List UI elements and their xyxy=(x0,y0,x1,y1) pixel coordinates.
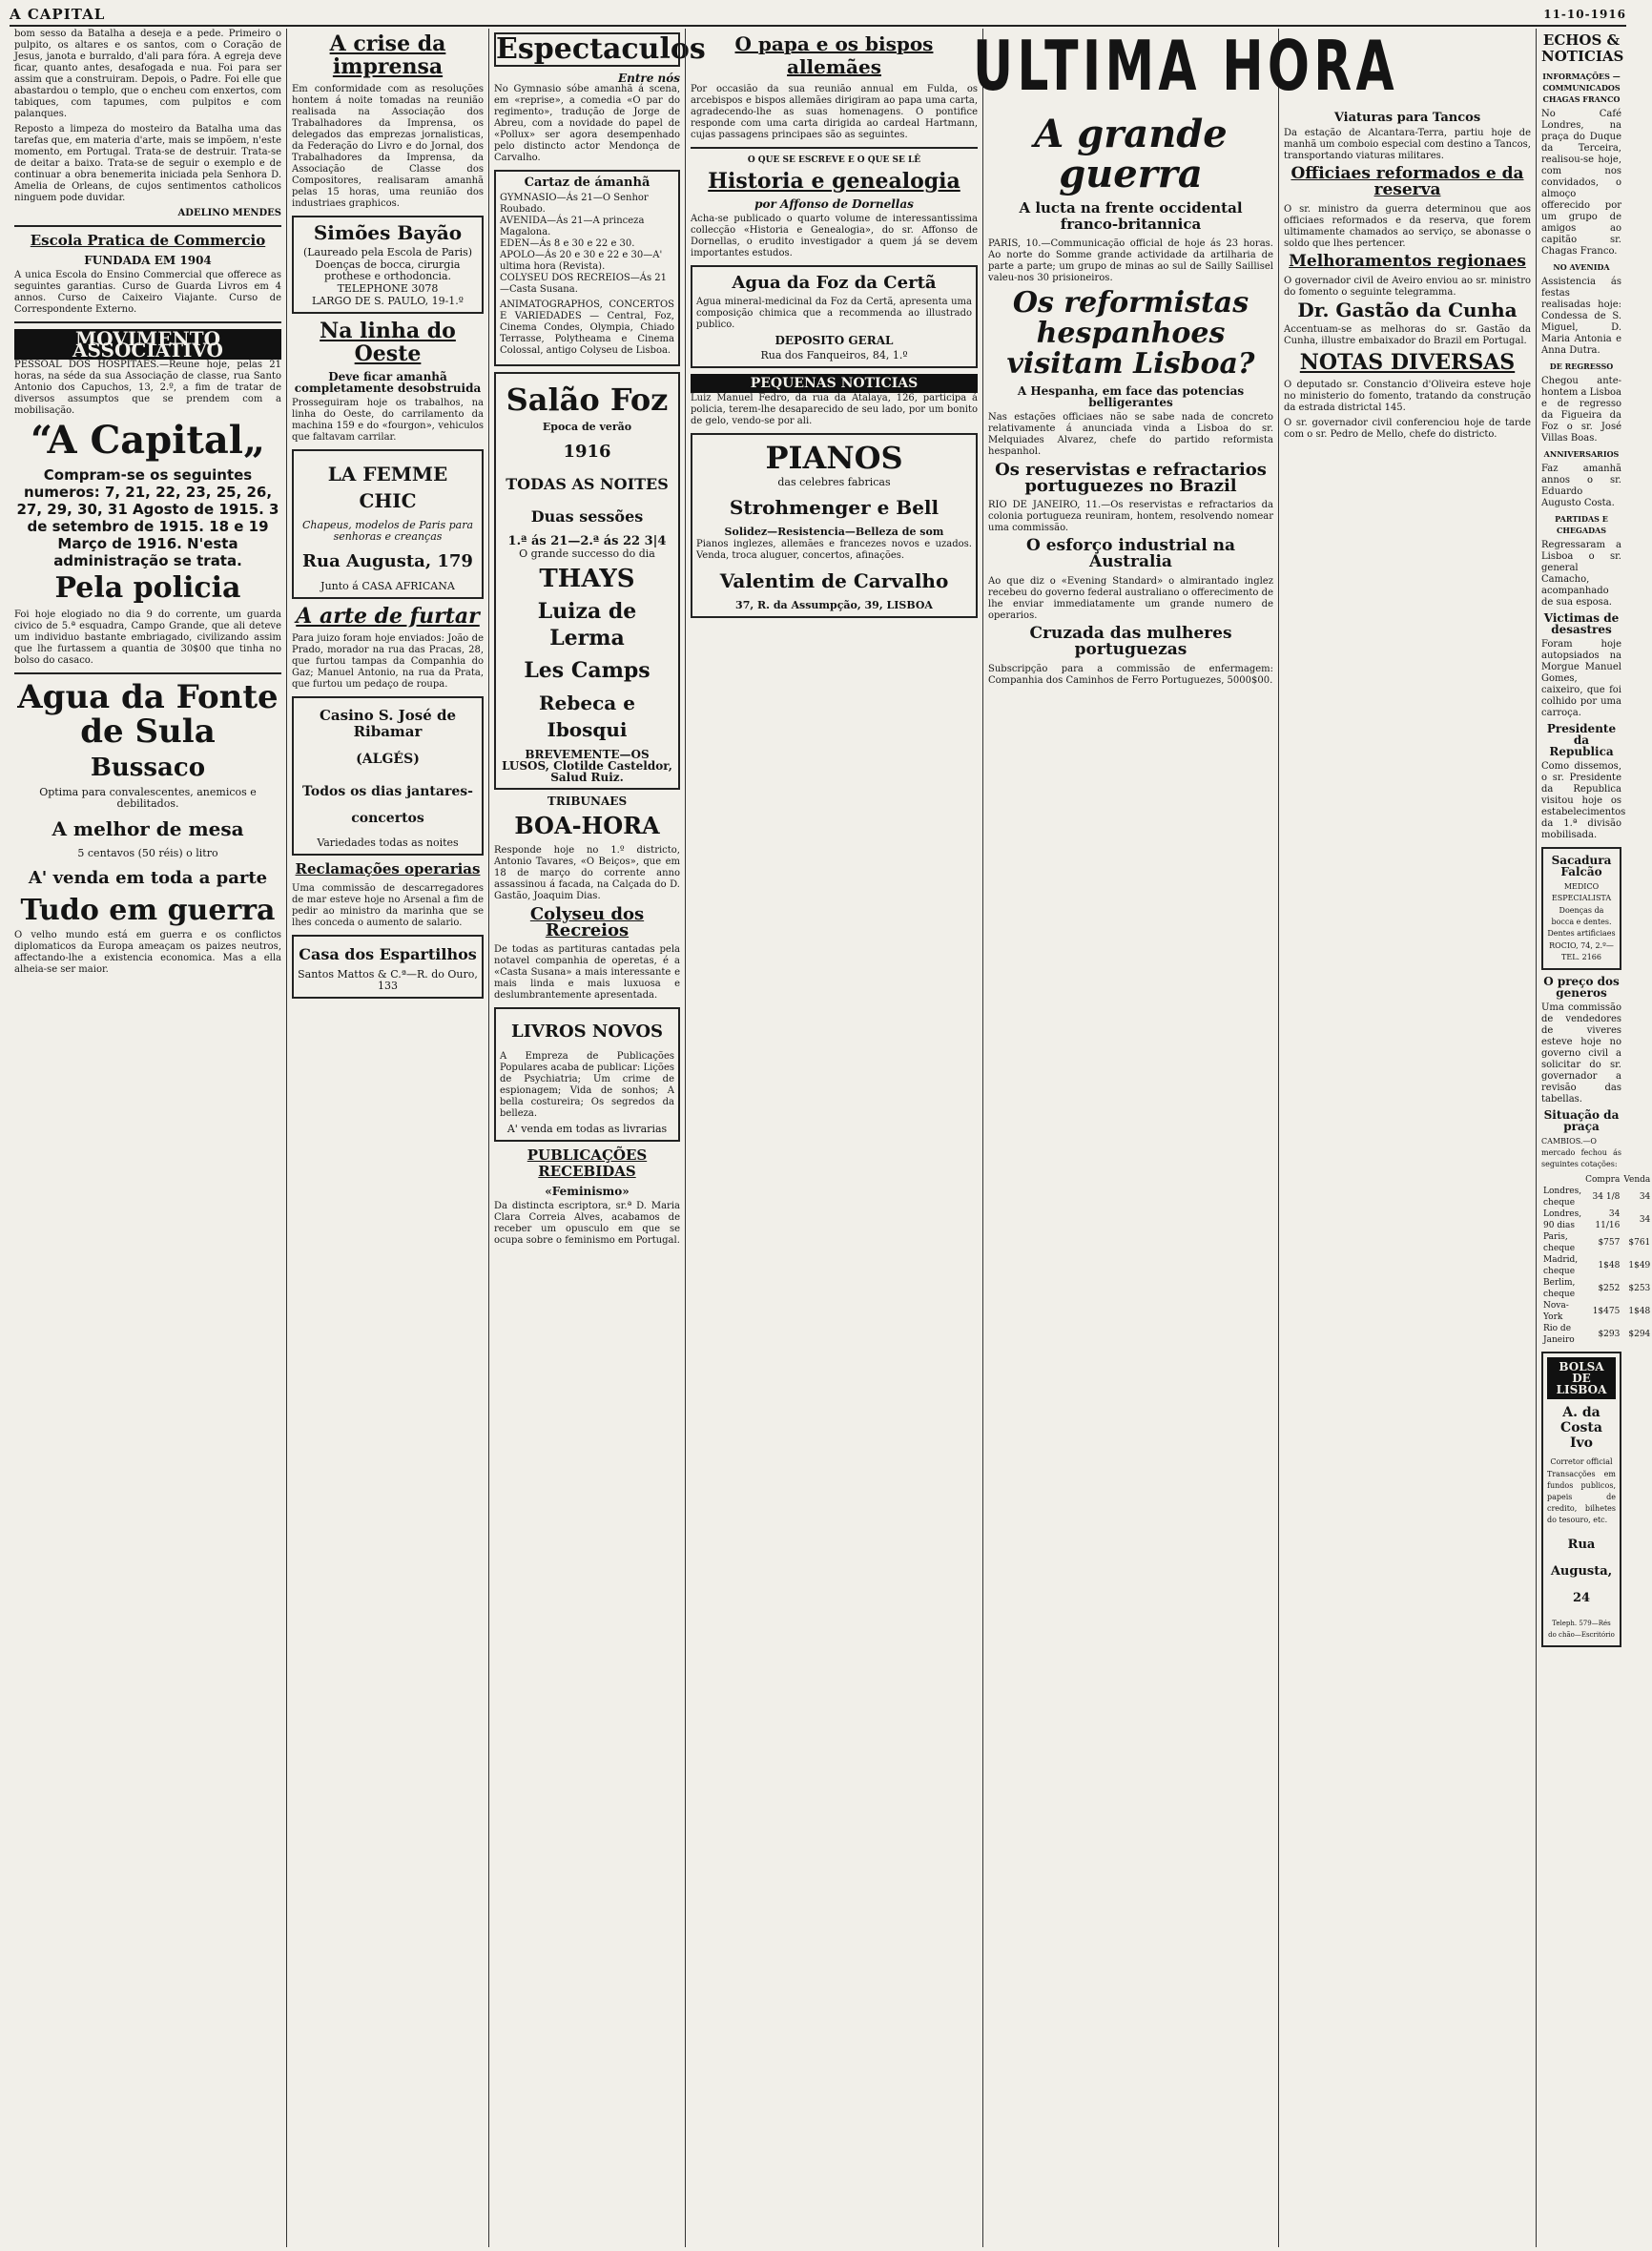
femme-chic-ad xyxy=(292,449,484,599)
preco-text: Uma commissão de vendedores de viveres esteve hoje no governo civil a solicitar do sr. governador a revisão das tabellas. xyxy=(1541,1002,1621,1105)
school-text: A unica Escola do Ensino Commercial que offerece as seguintes garantias. Curso de Guarda Livros em 4 annos. Curso de Caixeiro Viajante. Curso de Correspondente Externo. xyxy=(14,270,281,315)
publicacoes-text: Da distincta escriptora, sr.ª D. Maria Clara Correia Alves, acabamos de receber um opusculo em que se ocupa sobre o feminismo em Portugal. xyxy=(494,1201,680,1246)
femme-chic-near: Junto á CASA AFRICANA xyxy=(320,580,455,592)
column-6 xyxy=(1278,29,1536,2247)
sacadura-sub: MEDICO ESPECIALISTA xyxy=(1551,882,1612,902)
divider xyxy=(14,225,281,227)
table-cell: $253 xyxy=(1628,1284,1651,1293)
salao-foz-thays: THAYS xyxy=(539,565,635,593)
regresso-title: DE REGRESSO xyxy=(1549,361,1614,371)
venda-toda-parte: A' venda em toda a parte xyxy=(28,868,268,888)
table-row xyxy=(1541,1186,1652,1208)
cartaz-box xyxy=(494,170,680,366)
table-cell: $252 xyxy=(1598,1284,1621,1293)
oeste-subtitle: Deve ficar amanhã completamente desobstruida xyxy=(294,370,482,395)
presidente-title: Presidente da Republica xyxy=(1546,722,1617,758)
simoes-address: LARGO DE S. PAULO, 19-1.º xyxy=(312,295,464,307)
column-4 xyxy=(685,29,982,2247)
casino-note: Variedades todas as noites xyxy=(317,836,459,849)
victimas-title: Victimas de desastres xyxy=(1543,611,1620,636)
cartaz-item: EDEN—Ás 8 e 30 e 22 e 30. xyxy=(500,238,635,249)
espectaculos-text: No Gymnasio sóbe amanhã á scena, em «reprise», a comedia «O par do regimento», tradução de Jorge de Abreu, com a novidade do papel de «Pollux» ser agora desempenhado pelo distincto actor Mendonça de Carvalho. xyxy=(494,84,680,163)
regresso-text: Chegou ante-hontem a Lisboa e de regresso da Figueira da Foz o sr. José Villas Boas. xyxy=(1541,376,1621,444)
valentim-address: 37, R. da Assumpção, 39, LISBOA xyxy=(735,599,933,611)
papa-title: O papa e os bispos allemães xyxy=(734,32,934,78)
column-3 xyxy=(488,29,706,2247)
simoes-sub: (Laureado pela Escola de Paris) xyxy=(302,246,473,258)
movimento-text: PESSOAL DOS HOSPITAES.—Reune hoje, pelas 21 horas, na séde da sua Associação de classe, rua Santo Antonio dos Capuchos, 13, 2.º, a fim de tratar de diversos assumptos que se prendem com a mobilisação. xyxy=(14,360,281,416)
casino-text: Todos os dias jantares-concertos xyxy=(302,784,473,826)
cambios-table xyxy=(1541,1174,1652,1346)
papa-text: Por occasião da sua reunião annual em Fulda, os arcebispos e bispos allemães dirigiram ao papa uma carta, agradecendo-lhe as suas homenagens. O pontifice responde com uma carta dirigida ao cardeal Hartmann, cujas passagens principaes são as seguintes. xyxy=(691,84,978,140)
melhoramentos-title: Melhoramentos regionaes xyxy=(1289,252,1526,271)
cartaz-item: AVENIDA—Ás 21—A princeza Magalona. xyxy=(500,216,645,237)
pianos-brand: Strohmenger e Bell xyxy=(729,496,940,519)
school-title: Escola Pratica de Commercio xyxy=(30,232,266,249)
reservistas-title: Os reservistas e refractarios portuguezes no Brazil xyxy=(995,460,1267,496)
table-header-cell xyxy=(1541,1174,1583,1186)
paper-name: A CAPITAL xyxy=(10,6,106,23)
movimento-title: MOVIMENTO ASSOCIATIVO xyxy=(14,329,281,360)
salao-foz-hours: 1.ª ás 21—2.ª ás 22 3|4 xyxy=(507,534,667,548)
officiaes-title: Officiaes reformados e da reserva xyxy=(1291,164,1524,199)
table-row xyxy=(1541,1300,1652,1323)
table-row xyxy=(1541,1208,1652,1231)
column-1 xyxy=(10,29,286,2247)
table-cell: 34 1/8 xyxy=(1592,1192,1621,1202)
casino-sub: (ALGÉS) xyxy=(356,752,420,767)
bolsa-telephone: Teleph. 579—Rés do chão—Escritório xyxy=(1548,1620,1615,1639)
partidas-text: Regressaram a Lisboa o sr. general Camacho, acompanhado de sua esposa. xyxy=(1541,540,1621,608)
historia-author: por Affonso de Dornellas xyxy=(754,197,914,211)
deposito-address: Rua dos Fanqueiros, 84, 1.º xyxy=(760,349,908,361)
sacadura-text: Doenças da bocca e dentes. Dentes artificiaes xyxy=(1547,906,1616,938)
agua-certa-ad xyxy=(691,265,978,368)
table-header xyxy=(1541,1174,1652,1186)
bolsa-address: Rua Augusta, 24 xyxy=(1550,1538,1613,1605)
valentim-name: Valentim de Carvalho xyxy=(719,569,949,592)
table-cell: $293 xyxy=(1598,1330,1621,1339)
table-cell: Paris, cheque xyxy=(1543,1232,1576,1253)
article-signature: ADELINO MENDES xyxy=(177,208,281,218)
colyseu-text: De todas as partituras cantadas pela notavel companhia de operetas, é a «Casta Susana» a mais interessante e mais linda e mais luxuosa e deslumbrantemente apresentada. xyxy=(494,944,680,1001)
salao-foz-title: Salão Foz xyxy=(506,382,669,418)
table-cell: 34 11/16 xyxy=(1595,1209,1621,1230)
batalha-intro: bom sesso da Batalha a deseja e a pede. Primeiro o pulpito, os altares e os santos, com o Coração de Jesus, janota e burraldo, d'ali para fóra. A egreja deve ficar, quanto antes, desafogada e nua. Foi para ser assim que a construiram. Depois, o Padre. Foi elle que abastardou o templo, que o encheu com enxertos, com tabiques, com tapumes, com pulpitos e com palanques. xyxy=(14,29,281,119)
anniversarios-text: Faz amanhã annos o sr. Eduardo Augusto Costa. xyxy=(1541,464,1621,508)
cruzada-text: Subscripção para a commissão de enfermagem: Companhia dos Caminhos de Ferro Portuguezes, 5000$00. xyxy=(988,664,1273,686)
ultima-hora-banner: ULTIMA HORA xyxy=(973,26,1398,106)
table-header-cell: Venda xyxy=(1623,1175,1651,1185)
tribunaes-text: Responde hoje no 1.º districto, Antonio Tavares, «O Beiços», que em 18 de março do corrente anno assassinou á facada, na Calçada do D. Gastão, Joaquim Dias. xyxy=(494,845,680,901)
table-cell: 34 xyxy=(1639,1192,1651,1202)
pianos-sub2: Solidez—Resistencia—Belleza de som xyxy=(724,526,944,538)
table-cell: Berlim, cheque xyxy=(1543,1278,1576,1299)
salao-foz-epoca: Epoca de verão xyxy=(542,421,632,433)
salao-foz-camps: Les Camps xyxy=(524,658,650,683)
divider xyxy=(14,672,281,674)
livros-novos-ad xyxy=(494,1007,680,1142)
capital-ad-text: Compram-se os seguintes numeros: 7, 21, 22, 23, 25, 26, 27, 29, 30, 31 Agosto de 1915. 3 de setembro de 1915. 18 e 19 Março de 1916. N'esta administração se trata. xyxy=(16,466,279,569)
reformistas-sub: A Hespanha, em face das potencias belligerantes xyxy=(1017,384,1245,409)
table-cell: $294 xyxy=(1628,1330,1651,1339)
table-row xyxy=(1541,1277,1652,1300)
presidente-text: Como dissemos, o sr. Presidente da Republica visitou hoje os estabelecimentos da 1.ª divisão mobilisada. xyxy=(1541,761,1626,840)
bolsa-sub: Corretor official xyxy=(1550,1457,1613,1466)
table-cell: Londres, cheque xyxy=(1543,1187,1582,1208)
anniversarios-title: ANNIVERSARIOS xyxy=(1543,449,1620,459)
table-row xyxy=(1541,1254,1652,1277)
publicacoes-title: PUBLICAÇÕES RECEBIDAS xyxy=(527,1146,648,1180)
agua-certa-text: Agua mineral-medicinal da Foz da Certã, apresenta uma composição chimica que a recommenda ao illustrado publico. xyxy=(696,297,972,330)
sacadura-ad xyxy=(1541,847,1621,970)
praca-title: Situação da praça xyxy=(1543,1108,1620,1133)
table-row xyxy=(1541,1323,1652,1346)
animatographos-text: ANIMATOGRAPHOS, CONCERTOS E VARIEDADES — Central, Foz, Cinema Condes, Olympia, Chiado Terrasse, Polytheama e Cinema Colossal, antigo Colyseu de Lisboa. xyxy=(500,299,674,356)
tudo-guerra-text: O velho mundo está em guerra e os conflictos diplomaticos da Europa ameaçam os paizes neutros, affectando-lhe a existencia economica. Mas a ella alheia-se ser maior. xyxy=(14,930,281,975)
agua-certa-title: Agua da Foz da Certã xyxy=(732,273,937,293)
tudo-guerra-title: Tudo em guerra xyxy=(20,894,276,927)
governador-text: O sr. governador civil conferenciou hoje de tarde com o sr. Pedro de Mello, chefe do districto. xyxy=(1284,418,1531,440)
table-cell: 1$475 xyxy=(1592,1307,1621,1316)
officiaes-text: O sr. ministro da guerra determinou que aos officiaes reformados e da reserva, que forem ultimamente chamados ao serviço, se abonasse o soldo que lhes pertencer. xyxy=(1284,204,1531,249)
table-cell: Nova-York xyxy=(1543,1301,1569,1322)
deposito-title: DEPOSITO GERAL xyxy=(774,334,894,347)
cartaz-item: GYMNASIO—Ás 21—O Senhor Roubado. xyxy=(500,193,649,215)
capital-ad-title: “A Capital„ xyxy=(31,418,265,463)
sacadura-address: ROCIO, 74, 2.º—TEL. 2166 xyxy=(1549,941,1614,961)
bolsa-text: Transacções em fundos publicos, papeis de credito, bilhetes do tesouro, etc. xyxy=(1547,1470,1616,1524)
pianos-ad xyxy=(691,433,978,618)
grande-guerra-sub: A lucta na frente occidental franco-britannica xyxy=(1019,199,1243,233)
bussaco-label: Bussaco xyxy=(90,754,206,782)
melhor-mesa: A melhor de mesa xyxy=(52,817,244,840)
policia-title: Pela policia xyxy=(54,571,241,605)
table-cell: 1$48 xyxy=(1598,1261,1621,1270)
preco-title: O preço dos generos xyxy=(1543,975,1620,1000)
livros-novos-venda: A' venda em todas as livrarias xyxy=(506,1123,668,1135)
furtar-title: A arte de furtar xyxy=(296,604,480,629)
table-row xyxy=(1541,1231,1652,1254)
policia-text: Foi hoje elogiado no dia 9 do corrente, um guarda civico de 5.ª esquadra, Campo Grande, que ali deteve um individuo bastante embriagado, civilizando assim que lhe furtassem a quantia de 30$00 que tinha no bolso do casaco. xyxy=(14,609,281,666)
bolsa-title: BOLSA DE LISBOA xyxy=(1547,1357,1616,1399)
espartilhos-address: Santos Mattos & C.ª—R. do Ouro, 133 xyxy=(298,968,478,992)
viaturas-text: Da estação de Alcantara-Terra, partiu hoje de manhã um comboio especial com destino a Tancos, transportando viaturas militares. xyxy=(1284,128,1531,161)
table-cell: Madrid, cheque xyxy=(1543,1255,1579,1276)
simoes-ad xyxy=(292,216,484,314)
livros-novos-title: LIVROS NOVOS xyxy=(510,1022,664,1042)
salao-foz-rebeca: Rebeca e Ibosqui xyxy=(539,692,635,741)
mesa-price: 5 centavos (50 réis) o litro xyxy=(77,847,218,859)
table-cell: 34 xyxy=(1639,1215,1651,1225)
table-cell: 1$49 xyxy=(1628,1261,1651,1270)
esforco-text: Ao que diz o «Evening Standard» o almirantado inglez recebeu do governo federal australiano o offerecimento de lhe enviar immediatamente um grande numero de operarios. xyxy=(988,576,1273,621)
batalha-body: Reposto a limpeza do mosteiro da Batalha uma das tarefas que, em materia d'arte, mais se impõem, n'este momento, em Portugal. Trata-se de destruir. Trata-se de deitar a baixo. Trata-se de seguir o exemplo e de continuar a obra benemerita iniciada pela Senhora D. Amelia de Orleans, de cujos sentimentos catholicos ninguem pode duvidar. xyxy=(14,124,281,203)
pianos-text: Pianos inglezes, allemães e francezes novos e uzados. Venda, troca aluguer, concertos, afinações. xyxy=(696,539,972,561)
crise-text: Em conformidade com as resoluções hontem á noite tomadas na reunião realisada na Associação dos Trabalhadores da Imprensa, os delegados das emprezas jornalisticas, da Federação do Livro e do Jornal, dos Trabalhadores da Imprensa, da Associação de Classe dos Compositores, realisaram amanhã pelas 15 horas, uma reunião dos industriaes graphicos. xyxy=(292,84,484,209)
salao-foz-lusos: BREVEMENTE—OS LUSOS, Clotilde Casteldor, Salud Ruiz. xyxy=(502,748,672,784)
masthead xyxy=(10,4,1626,27)
oeste-title: Na linha do Oeste xyxy=(320,319,456,366)
reformistas-title: Os reformistas hespanhoes visitam Lisboa? xyxy=(1006,286,1255,381)
bolsa-ad xyxy=(1541,1352,1621,1647)
column-2 xyxy=(286,29,488,2247)
reservistas-text: RIO DE JANEIRO, 11.—Os reservistas e refractarios da colonia portugueza reuniram, hontem, resolvendo nomear uma commissão. xyxy=(988,500,1273,533)
salao-foz-year: 1916 xyxy=(563,442,611,462)
agua-sula-text: Optima para convalescentes, anemicos e debilitados. xyxy=(39,786,257,810)
school-subtitle: FUNDADA EM 1904 xyxy=(84,254,212,267)
pequenas-title: PEQUENAS NOTICIAS xyxy=(691,374,978,393)
viaturas-title: Viaturas para Tancos xyxy=(1333,111,1481,125)
table-cell: $757 xyxy=(1598,1238,1621,1248)
echos-sub: INFORMAÇÕES — COMMUNICADOS CHAGAS FRANCO xyxy=(1542,72,1621,104)
pianos-title: PIANOS xyxy=(765,440,903,476)
gastao-title: Dr. Gastão da Cunha xyxy=(1297,299,1518,321)
cartaz-item: APOLO—Ás 20 e 30 e 22 e 30—A' ultima hora (Revista). xyxy=(500,250,663,272)
salao-foz-lerma: Luiza de Lerma xyxy=(537,599,637,651)
salao-foz-ad xyxy=(494,372,680,790)
avenida-text: Assistencia ás festas realisadas hoje: Condessa de S. Miguel, D. Maria Antonia e Anna Dutra. xyxy=(1541,277,1621,356)
columns xyxy=(10,26,1651,2247)
notas-text: O deputado sr. Constancio d'Oliveira esteve hoje no ministerio do fomento, tratando da construção da estrada districtal 145. xyxy=(1284,380,1531,413)
espectaculos-title: Espectaculos xyxy=(496,32,706,66)
colyseu-title: Colyseu dos Recreios xyxy=(529,904,645,940)
femme-chic-title: LA FEMME CHIC xyxy=(327,463,448,512)
sacadura-title: Sacadura Falcão xyxy=(1551,854,1612,878)
salao-foz-noites: TODAS AS NOITES xyxy=(506,475,669,493)
publicacoes-sub: «Feminismo» xyxy=(545,1185,630,1198)
simoes-title: Simões Bayão xyxy=(313,221,463,244)
cruzada-title: Cruzada das mulheres portuguezas xyxy=(1029,624,1232,659)
table-cell: Rio de Janeiro xyxy=(1543,1324,1575,1345)
simoes-telephone: TELEPHONE 3078 xyxy=(337,282,439,295)
entre-nos: Entre nós xyxy=(617,72,680,85)
melhoramentos-text: O governador civil de Aveiro enviou ao sr. ministro do fomento o seguinte telegramma. xyxy=(1284,276,1531,298)
espartilhos-title: Casa dos Espartilhos xyxy=(299,945,477,963)
pequenas-text: Luiz Manuel Fedro, da rua da Atalaya, 126, participa á policia, terem-lhe desaparecido de seu lado, por um bonito de gelo, vendo-se por ali. xyxy=(691,393,978,426)
divider xyxy=(691,147,978,149)
table-cell: Londres, 90 dias xyxy=(1543,1209,1582,1230)
gastao-text: Accentuam-se as melhoras do sr. Gastão da Cunha, illustre embaixador do Brazil em Portugal. xyxy=(1284,324,1531,346)
escreve-header: O QUE SE ESCREVE E O QUE SE LÊ xyxy=(747,155,921,165)
crise-title: A crise da imprensa xyxy=(329,31,446,79)
praca-sub: CAMBIOS.—O mercado fechou ás seguintes cotações: xyxy=(1541,1137,1621,1168)
table-cell: 1$48 xyxy=(1628,1307,1651,1316)
victimas-text: Foram hoje autopsiados na Morgue Manuel Gomes, caixeiro, que foi colhido por uma carroça. xyxy=(1541,639,1621,718)
furtar-text: Para juizo foram hoje enviados: João de Prado, morador na rua das Pracas, 28, que furtou tampas da Companhia do Gaz; Manuel Antonio, na rua da Prata, que furtou um pedaço de roupa. xyxy=(292,633,484,690)
partidas-title: PARTIDAS E CHEGADAS xyxy=(1555,514,1608,535)
femme-chic-address: Rua Augusta, 179 xyxy=(302,551,473,571)
issue-date: 11-10-1916 xyxy=(1543,8,1626,21)
historia-title: Historia e genealogia xyxy=(708,169,960,194)
column-5 xyxy=(982,29,1278,2247)
echos-title: ECHOS & NOTICIAS xyxy=(1541,31,1624,65)
salao-foz-thays-pre: O grande successo do dia xyxy=(519,547,655,560)
oeste-text: Prosseguiram hoje os trabalhos, na linha do Oeste, do carrilamento da machina 159 e do «fourgon», vehiculos que faltavam carrilar. xyxy=(292,398,484,443)
table-cell: $761 xyxy=(1628,1238,1651,1248)
bolsa-name: A. da Costa Ivo xyxy=(1560,1405,1602,1451)
salao-foz-sessoes: Duas sessões xyxy=(530,507,644,526)
reclamacoes-text: Uma commissão de descarregadores de mar esteve hoje no Arsenal a fim de pedir ao ministro da marinha que se lhes conceda o aumento de salario. xyxy=(292,883,484,928)
grande-guerra-title: A grande guerra xyxy=(1034,112,1228,196)
notas-title: NOTAS DIVERSAS xyxy=(1299,350,1516,375)
simoes-text: Doenças de bocca, cirurgia prothese e orthodoncia. xyxy=(315,258,461,282)
cartaz-item: COLYSEU DOS RECREIOS—Ás 21—Casta Susana. xyxy=(500,273,668,295)
femme-chic-sub: Chapeus, modelos de Paris para senhoras e creanças xyxy=(301,519,474,543)
historia-text: Acha-se publicado o quarto volume de interessantissima collecção «Historia e Genealogia», do sr. Affonso de Dornellas, o erudito investigador a quem já se devem importantes estudos. xyxy=(691,214,978,258)
avenida-title: NO AVENIDA xyxy=(1553,262,1610,272)
reformistas-text: Nas estações officiaes não se sabe nada de concreto relativamente á anunciada vinda a Lisboa do sr. Melquiades Alvarez, chefe do partido reformista hespanhol. xyxy=(988,412,1273,457)
echos-text: No Café Londres, na praça do Duque da Terceira, realisou-se hoje, com nos convidados, o almoço offerecido por um grupo de amigos ao capitão sr. Chagas Franco. xyxy=(1541,109,1621,257)
casino-ad xyxy=(292,696,484,856)
column-7 xyxy=(1536,29,1651,2247)
table-header-cell: Compra xyxy=(1585,1175,1621,1185)
tribunaes-title: TRIBUNAES xyxy=(547,795,628,808)
reclamacoes-title: Reclamações operarias xyxy=(295,860,481,878)
esforco-title: O esforço industrial na Australia xyxy=(1026,536,1235,571)
livros-novos-text: A Empreza de Publicações Populares acaba de publicar: Lições de Psychiatria; Um crime de espionagem; Vida de sonhos; A bella costureira; Os segredos da belleza. xyxy=(500,1051,674,1119)
pianos-sub: das celebres fabricas xyxy=(777,476,891,488)
casino-title: Casino S. José de Ribamar xyxy=(319,707,457,740)
cartaz-title: Cartaz de ámanhã xyxy=(524,176,650,190)
divider xyxy=(14,321,281,323)
grande-guerra-text: PARIS, 10.—Communicação official de hoje ás 23 horas. Ao norte do Somme grande actividade da artilharia de parte a parte; um grupo de minas ao sul de Sailly Saillisel valeu-nos 30 prisioneiros. xyxy=(988,238,1273,283)
espartilhos-ad xyxy=(292,935,484,999)
boa-hora-title: BOA-HORA xyxy=(514,812,660,839)
agua-sula-title: Agua da Fonte de Sula xyxy=(17,678,279,751)
